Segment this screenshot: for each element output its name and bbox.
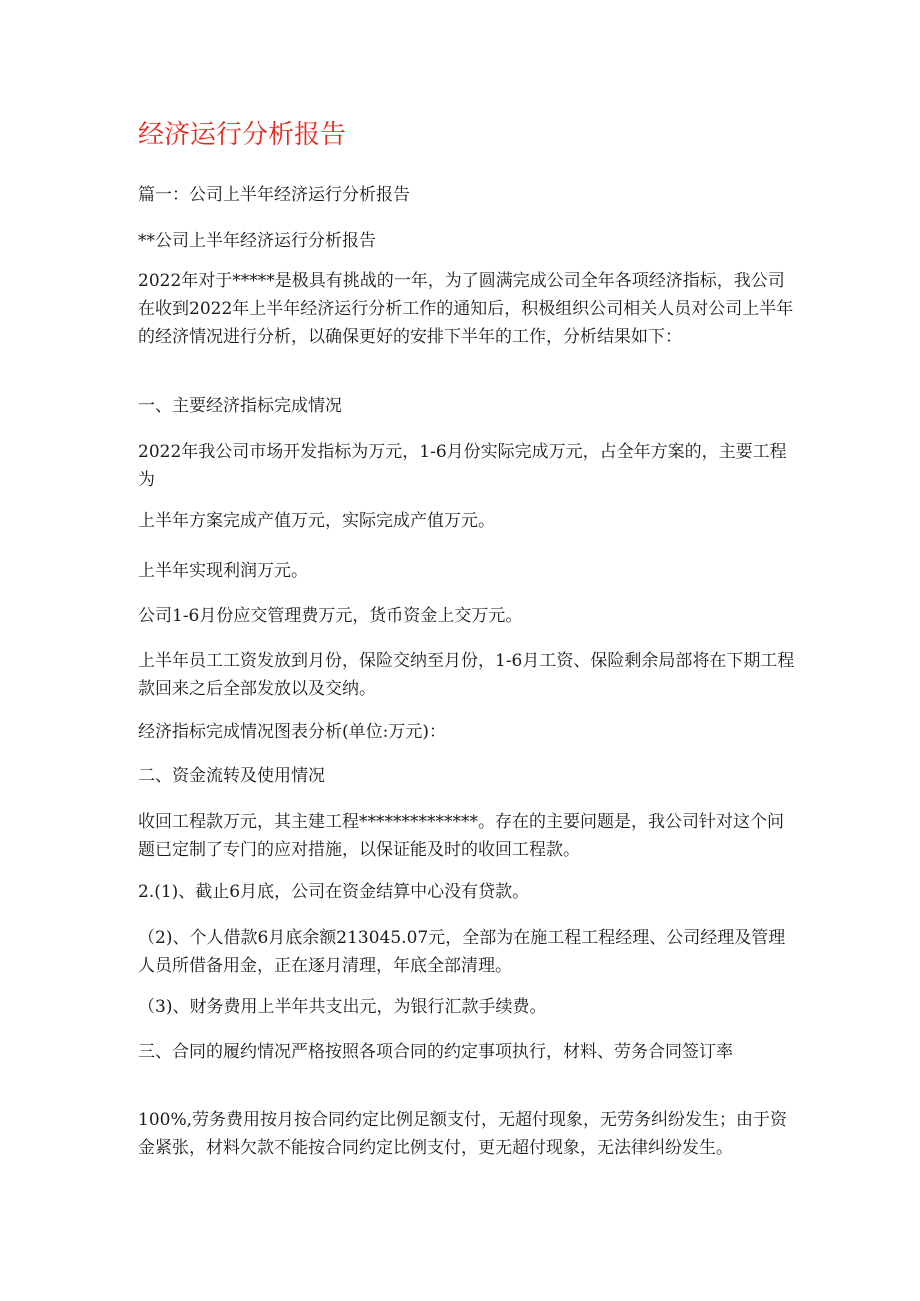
paragraph-wages: 上半年员工工资发放到月份，保险交纳至月份，1-6月工资、保险剩余局部将在下期工程款回来之后全部发放以及交纳。 [138, 651, 795, 699]
paragraph-personal-borrowing: （2)、个人借款6月底余额213045.07元，全部为在施工程工程经理、公司经理及管理人员所借备用金，正在逐月清理，年底全部清理。 [138, 928, 786, 976]
paragraph-management-fee: 公司1-6月份应交管理费万元，货币资金上交万元。 [138, 606, 523, 626]
document-title: 经济运行分析报告 [138, 120, 347, 150]
paragraph-loans: 2.(1)、截止6月底，公司在资金结算中心没有贷款。 [138, 882, 530, 902]
paragraph-profit: 上半年实现利润万元。 [138, 561, 308, 581]
paragraph-output-value: 上半年方案完成产值万元，实际完成产值万元。 [138, 511, 495, 531]
paragraph-market-development: 2022年我公司市场开发指标为万元，1-6月份实际完成万元，占全年方案的，主要工程为 [138, 442, 787, 490]
paragraph-contract-performance: 100%,劳务费用按月按合同约定比例足额支付，无超付现象，无劳务纠纷发生；由于资金紧张，材料欠款不能按合同约定比例支付，更无超付现象，无法律纠纷发生。 [138, 1110, 788, 1158]
paragraph-project-payments: 收回工程款万元，其主建工程**************。存在的主要问题是，我公司针对这个问题已定制了专门的应对措施，以保证能及时的收回工程款。 [138, 812, 784, 860]
section-heading-funds: 二、资金流转及使用情况 [138, 766, 325, 786]
paragraph-chart-analysis: 经济指标完成情况图表分析(单位:万元)： [138, 722, 446, 742]
section-heading-contracts: 三、合同的履约情况严格按照各项合同的约定事项执行，材料、劳务合同签订率 [138, 1042, 733, 1062]
paragraph-intro: 2022年对于*****是极具有挑战的一年，为了圆满完成公司全年各项经济指标，我公司在收到2022年上半年经济运行分析工作的通知后，积极组织公司相关人员对公司上半年的经济情况进行分析，以确保更好的安排下半年的工作，分析结果如下： [138, 271, 794, 347]
paragraph-report-heading: **公司上半年经济运行分析报告 [138, 231, 376, 251]
section-heading-indicators: 一、主要经济指标完成情况 [138, 396, 342, 416]
paragraph-chapter-heading: 篇一：公司上半年经济运行分析报告 [138, 185, 410, 205]
paragraph-finance-costs: （3)、财务费用上半年共支出元，为银行汇款手续费。 [138, 997, 547, 1017]
